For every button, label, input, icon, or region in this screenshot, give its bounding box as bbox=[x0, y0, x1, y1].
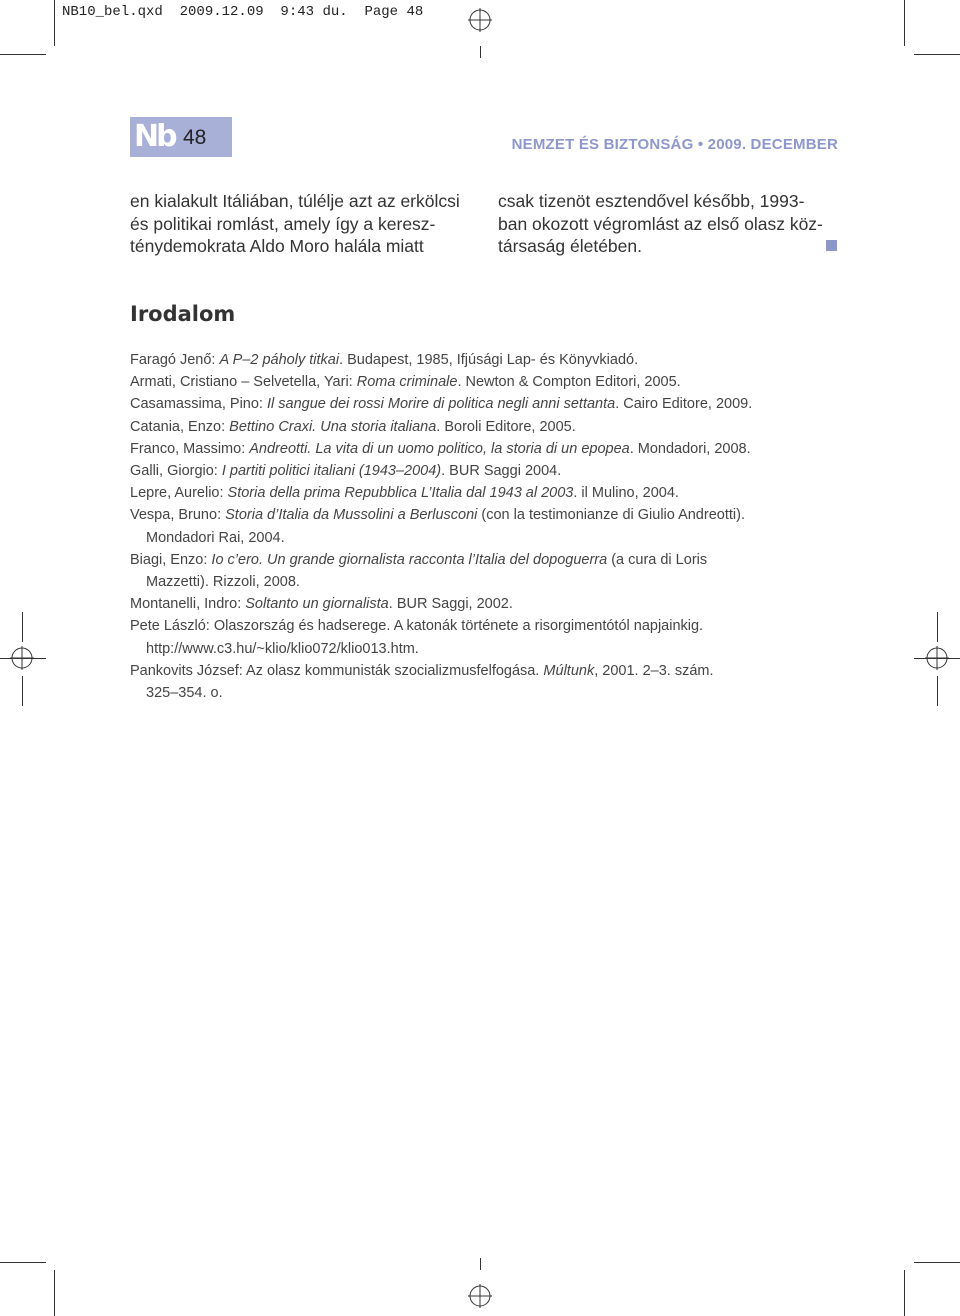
body-line: társaság életében. bbox=[498, 236, 642, 256]
reference-item: Catania, Enzo: Bettino Craxi. Una storia italiana. Boroli Editore, 2005. bbox=[130, 418, 576, 435]
reference-item: Pete László: Olaszország és hadserege. A katonák története a risorgimentótól napjainkig. http://www.c3.hu/~klio/klio072/klio013.htm. bbox=[130, 615, 850, 659]
file-slug: NB10_bel.qxd 2009.12.09 9:43 du. Page 48 bbox=[62, 4, 424, 20]
body-column-right bbox=[498, 190, 840, 258]
reference-item: Pankovits József: Az olasz kommunisták szocializmusfelfogása. Múltunk, 2001. 2–3. szám. 325–354. o. bbox=[130, 662, 714, 702]
reference-list bbox=[130, 349, 850, 704]
reference-item: Franco, Massimo: Andreotti. La vita di un uomo politico, la storia di un epopea. Mondadori, 2008. bbox=[130, 440, 751, 457]
reference-item: Montanelli, Indro: Soltanto un giornalista. BUR Saggi, 2002. bbox=[130, 596, 513, 613]
reference-link[interactable]: http://www.c3.hu/~klio/klio072/klio013.htm. bbox=[146, 640, 419, 657]
reference-item: Armati, Cristiano – Selvetella, Yari: Roma criminale. Newton & Compton Editori, 2005. bbox=[130, 374, 681, 391]
reference-item: Faragó Jenő: A P–2 páholy titkai. Budapest, 1985, Ifjúsági Lap- és Könyvkiadó. bbox=[130, 352, 639, 368]
body-line: ténydemokrata Aldo Moro halála miatt bbox=[130, 236, 424, 256]
running-head: NEMZET ÉS BIZTONSÁG • 2009. DECEMBER bbox=[511, 136, 838, 153]
section-title: Irodalom bbox=[130, 302, 236, 326]
body-line: és politikai romlást, amely így a keresz- bbox=[130, 213, 436, 234]
body-line: en kialakult Itáliában, túlélje azt az erkölcsi bbox=[130, 191, 460, 211]
body-column-left bbox=[130, 190, 472, 258]
journal-logo-icon: Nb bbox=[134, 119, 175, 154]
registration-mark-icon bbox=[925, 646, 949, 670]
end-of-article-square-icon bbox=[826, 240, 837, 251]
registration-mark-icon bbox=[468, 1284, 492, 1308]
reference-item: Vespa, Bruno: Storia d’Italia da Mussolini a Berlusconi (con la testimonianze di Giulio Andreotti). Mondadori Rai, 2004. bbox=[130, 507, 745, 546]
registration-mark-icon bbox=[10, 646, 34, 670]
page-number: 48 bbox=[183, 126, 207, 149]
registration-mark-icon bbox=[468, 8, 492, 32]
body-line: ban okozott végromlást az első olasz köz- bbox=[498, 213, 823, 234]
reference-item: Galli, Giorgio: I partiti politici italiani (1943–2004). BUR Saggi 2004. bbox=[130, 463, 562, 480]
reference-item: Biagi, Enzo: Io c’ero. Un grande giornalista racconta l’Italia del dopoguerra (a cura di Loris Mazzetti). Rizzoli, 2008. bbox=[130, 551, 708, 591]
reference-item: Casamassima, Pino: Il sangue dei rossi Morire di politica negli anni settanta. Cairo Editore, 2009. bbox=[130, 396, 753, 413]
reference-item: Lepre, Aurelio: Storia della prima Repubblica L’Italia dal 1943 al 2003. il Mulino, 2004. bbox=[130, 485, 679, 502]
body-line: csak tizenöt esztendővel később, 1993- bbox=[498, 191, 805, 211]
